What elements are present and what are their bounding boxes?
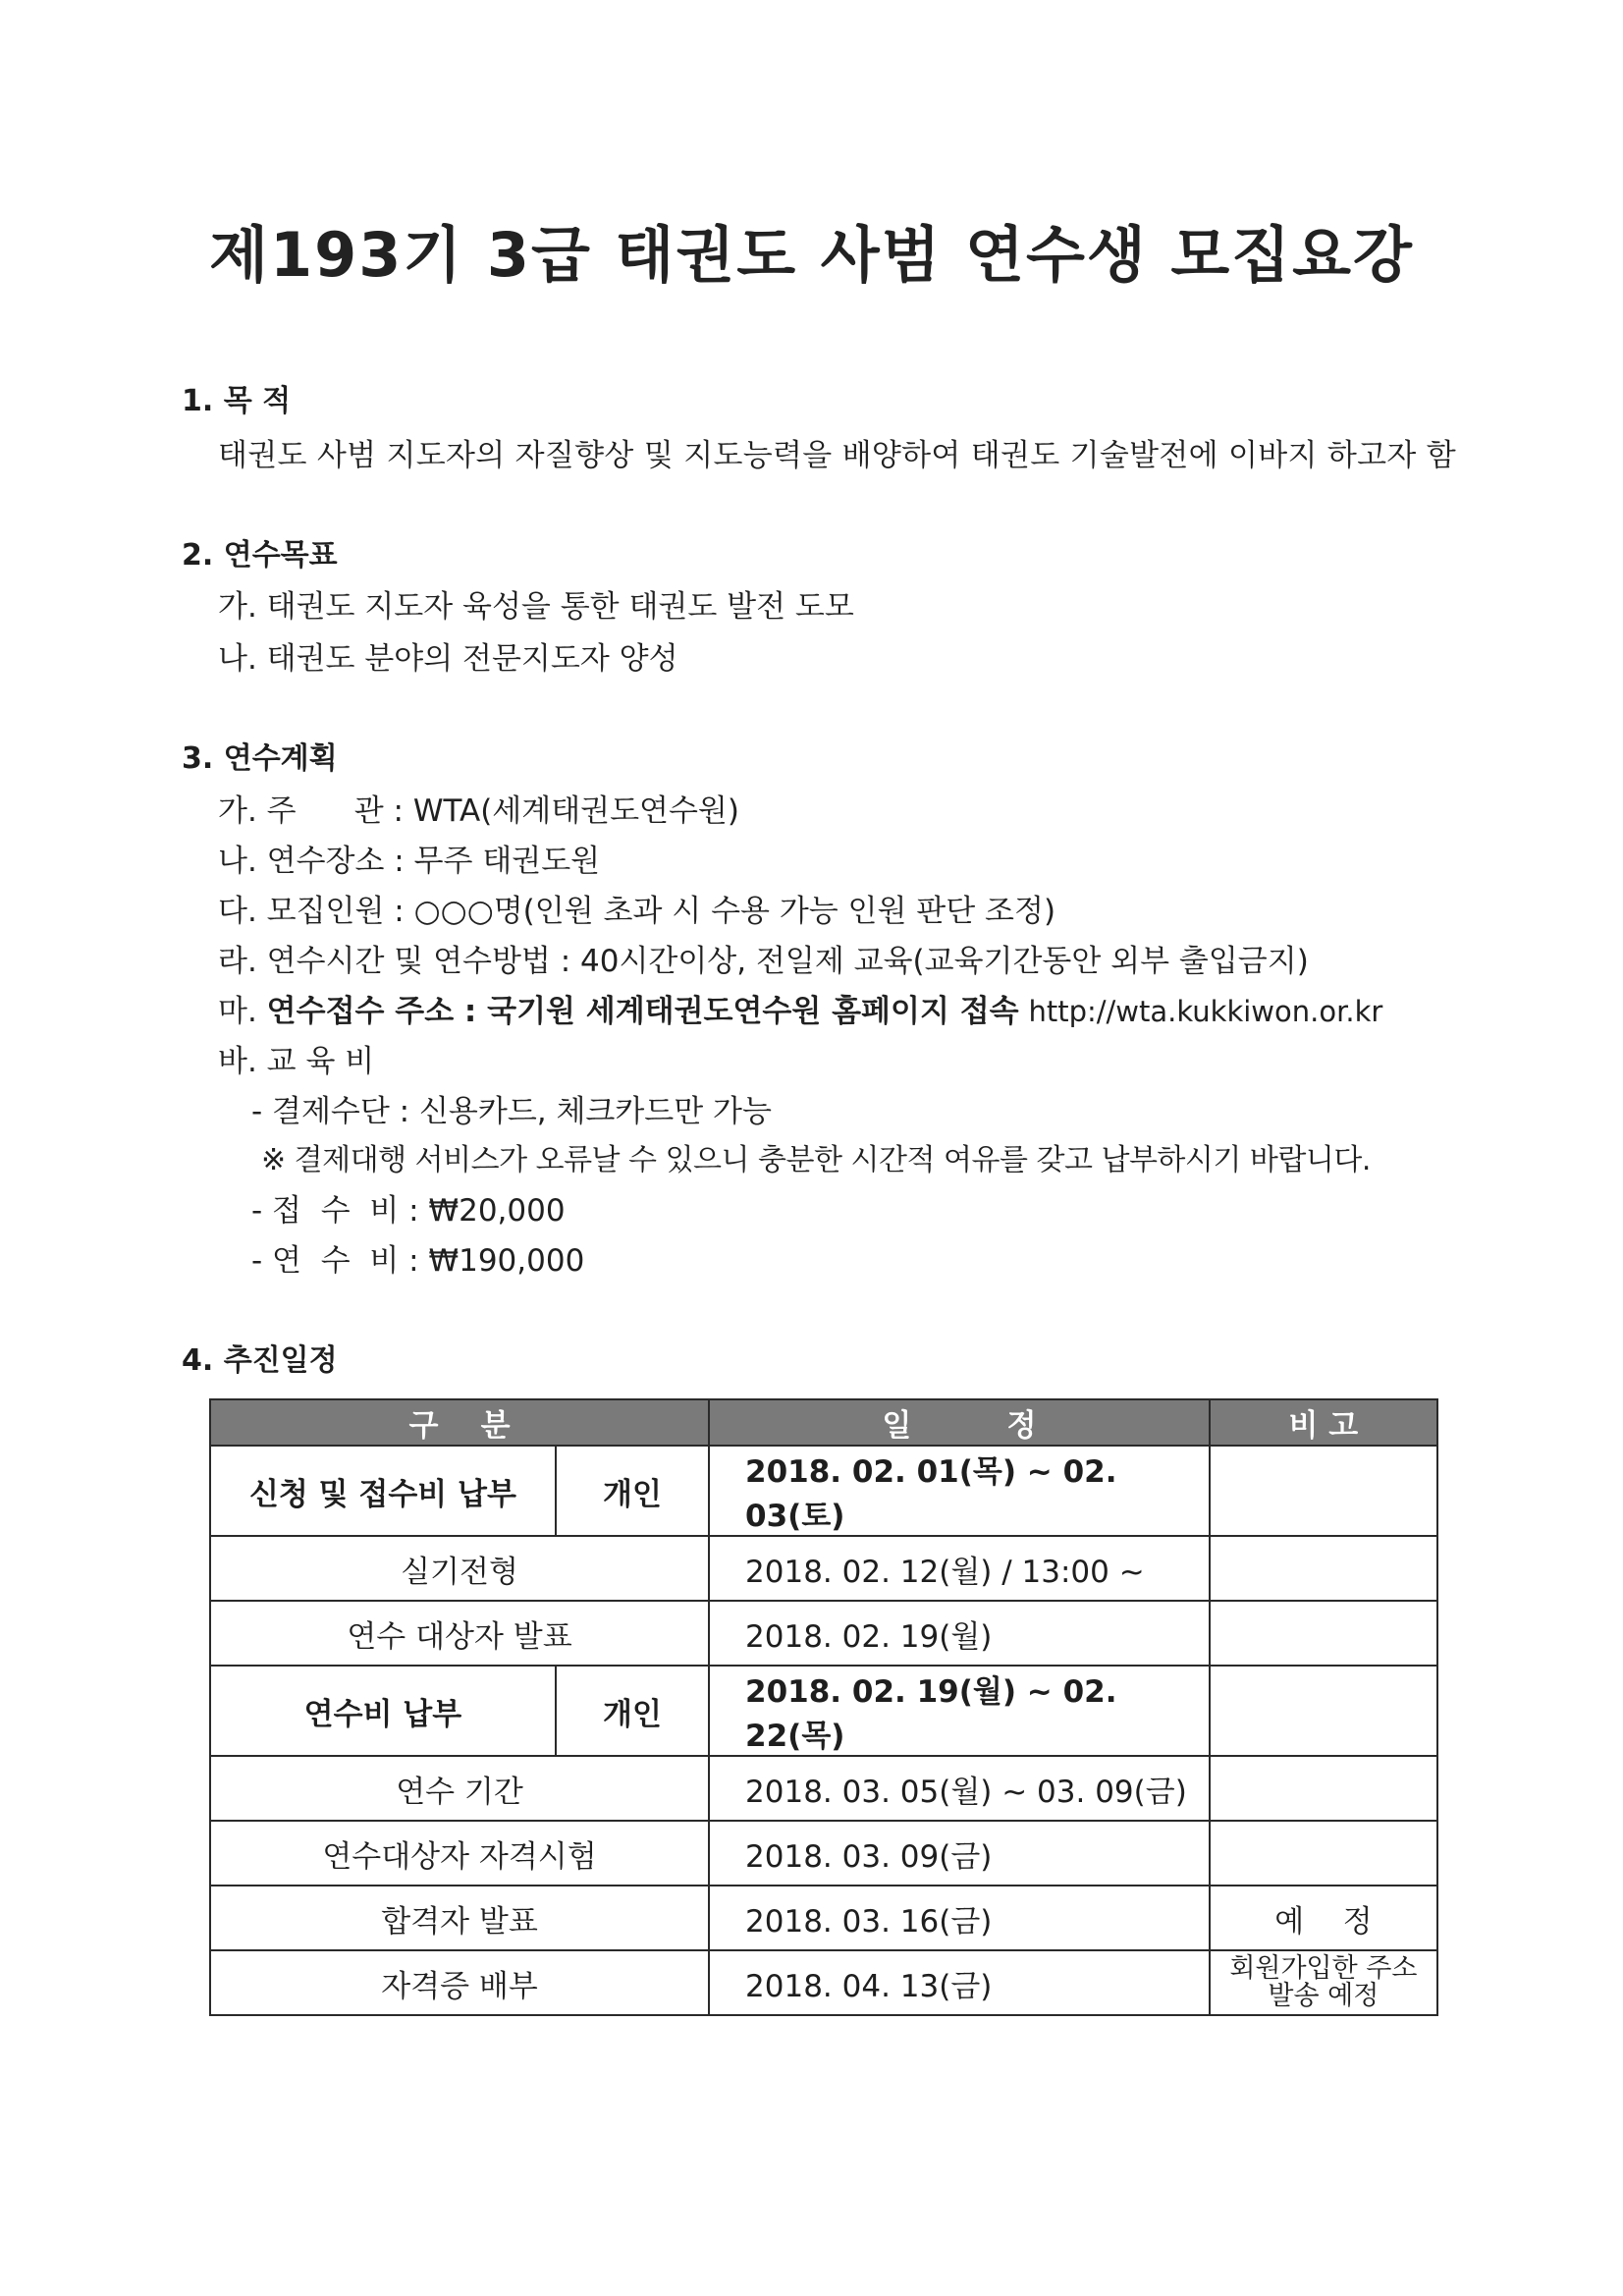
header-note: 비 고	[1210, 1399, 1437, 1446]
plan-hours: 라. 연수시간 및 연수방법 : 40시간이상, 전일제 교육(교육기간동안 외부 출입금지)	[218, 944, 1309, 979]
section-schedule-heading: 4. 추진일정	[182, 1343, 338, 1378]
table-row	[210, 1446, 1437, 1536]
row-note	[1210, 1950, 1437, 2015]
plan-host-value: WTA(세계태권도연수원)	[412, 793, 739, 829]
section-plan-heading: 3. 연수계획	[182, 741, 338, 776]
row-sub: 개인	[556, 1446, 709, 1536]
row-date: 2018. 03. 09(금)	[709, 1821, 1210, 1886]
row-note-line: 회원가입한 주소	[1229, 1953, 1418, 1984]
plan-host	[218, 786, 739, 830]
row-date: 2018. 03. 05(월) ~ 03. 09(금)	[709, 1756, 1210, 1821]
plan-venue: 나. 연수장소 : 무주 태권도원	[218, 844, 601, 879]
table-row	[210, 1950, 1437, 2015]
row-date: 2018. 02. 01(목) ~ 02. 03(토)	[709, 1446, 1210, 1536]
row-sub: 개인	[556, 1666, 709, 1756]
row-date: 2018. 02. 19(월)	[709, 1601, 1210, 1666]
row-item: 연수 대상자 발표	[210, 1601, 709, 1666]
section-goals-heading: 2. 연수목표	[182, 538, 338, 573]
plan-fee-heading: 바. 교 육 비	[218, 1044, 375, 1079]
row-item: 자격증 배부	[210, 1950, 709, 2015]
row-item: 연수대상자 자격시험	[210, 1821, 709, 1886]
table-row	[210, 1536, 1437, 1601]
table-row	[210, 1821, 1437, 1886]
plan-reception-fee: - 접 수 비 : ₩20,000	[251, 1193, 566, 1229]
row-date: 2018. 02. 19(월) ~ 02. 22(목)	[709, 1666, 1210, 1756]
row-item: 실기전형	[210, 1536, 709, 1601]
row-item: 연수비 납부	[210, 1666, 556, 1756]
schedule-header-row	[210, 1399, 1437, 1446]
section-purpose-heading: 1. 목 적	[182, 384, 292, 418]
plan-recruit: 다. 모집인원 : ○○○명(인원 초과 시 수용 가능 인원 판단 조정)	[218, 894, 1056, 929]
table-row	[210, 1666, 1437, 1756]
row-note-line: 발송 예정	[1268, 1981, 1380, 2011]
header-category: 구 분	[210, 1399, 709, 1446]
schedule-table	[209, 1398, 1438, 2016]
table-row	[210, 1886, 1437, 1950]
plan-payment: - 결제수단 : 신용카드, 체크카드만 가능	[251, 1094, 772, 1129]
table-row	[210, 1756, 1437, 1821]
row-date: 2018. 04. 13(금)	[709, 1950, 1210, 2015]
plan-training-fee: - 연 수 비 : ₩190,000	[251, 1243, 585, 1279]
plan-payment-note: ※ 결제대행 서비스가 오류날 수 있으니 충분한 시간적 여유를 갖고 납부하시기 바랍니다.	[261, 1143, 1371, 1177]
row-note	[1210, 1536, 1437, 1601]
plan-host-label: 가. 주 관 :	[218, 793, 404, 829]
page-title: 제193기 3급 태권도 사범 연수생 모집요강	[209, 219, 1414, 291]
section-purpose-body: 태권도 사범 지도자의 자질향상 및 지도능력을 배양하여 태권도 기술발전에 이바지 하고자 함	[218, 438, 1457, 473]
row-item: 신청 및 접수비 납부	[210, 1446, 556, 1536]
row-item: 합격자 발표	[210, 1886, 709, 1950]
row-note	[1210, 1601, 1437, 1666]
plan-apply-label: 연수접수 주소 : 국기원 세계태권도연수원 홈페이지 접속	[266, 994, 1019, 1029]
goal-item: 가. 태권도 지도자 육성을 통한 태권도 발전 도모	[218, 589, 854, 625]
row-note	[1210, 1821, 1437, 1886]
table-row	[210, 1601, 1437, 1666]
header-date: 일 정	[709, 1399, 1210, 1446]
goal-item: 나. 태권도 분야의 전문지도자 양성	[218, 641, 678, 677]
row-date: 2018. 03. 16(금)	[709, 1886, 1210, 1950]
row-note	[1210, 1666, 1437, 1756]
plan-apply-prefix: 마.	[218, 994, 257, 1029]
row-note: 예 정	[1210, 1886, 1437, 1950]
row-note	[1210, 1446, 1437, 1536]
row-item: 연수 기간	[210, 1756, 709, 1821]
row-date: 2018. 02. 12(월) / 13:00 ~	[709, 1536, 1210, 1601]
row-note	[1210, 1756, 1437, 1821]
plan-apply-url[interactable]: http://wta.kukkiwon.or.kr	[1028, 995, 1383, 1028]
plan-apply	[218, 986, 1382, 1030]
